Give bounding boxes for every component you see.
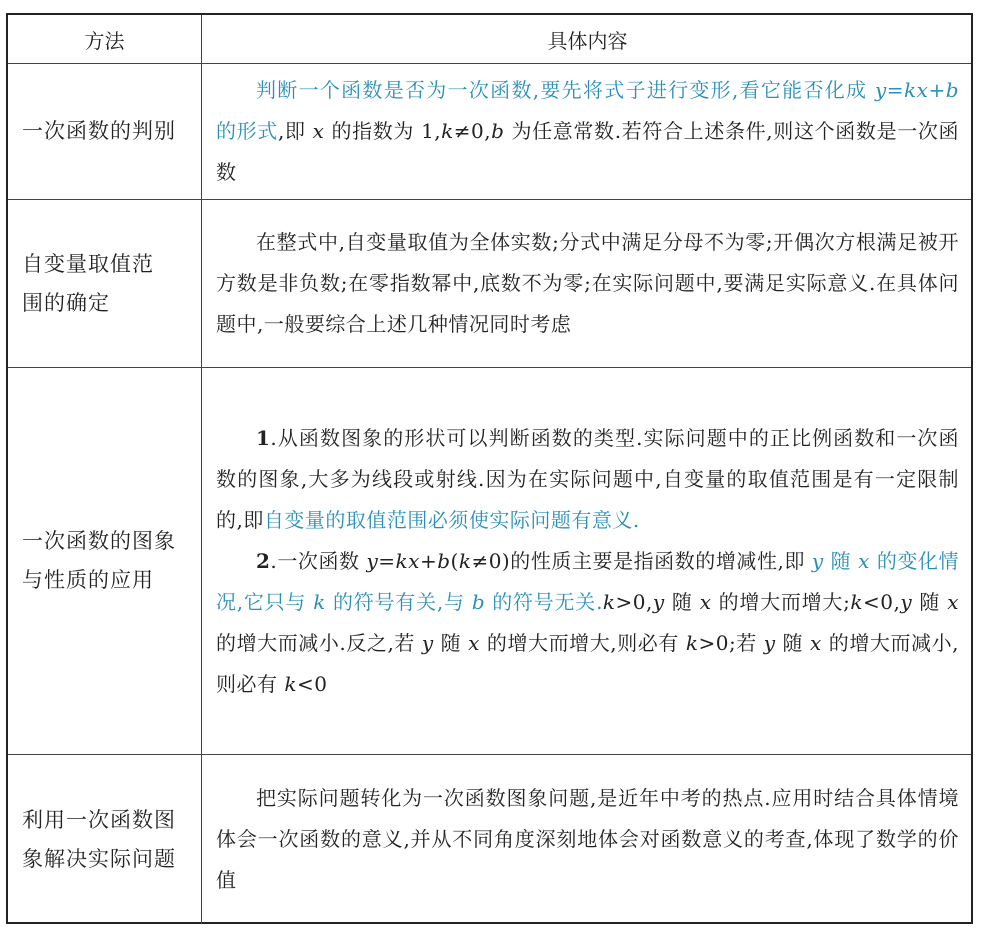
content-text: 的增大而减小.反之,若	[216, 630, 422, 655]
content-text: (	[450, 548, 459, 573]
content-text: .一次函数	[270, 548, 367, 573]
content-text: 随	[912, 589, 948, 614]
header-method-label: 方法	[84, 28, 125, 53]
highlighted-text: x	[858, 548, 870, 573]
method-label: 与性质的应用	[22, 568, 154, 592]
highlighted-text: y	[811, 548, 824, 573]
content-text: 的增大而增大;	[711, 589, 851, 614]
content-paragraph	[216, 541, 959, 705]
highlighted-text: 的变化情况,它只与	[216, 548, 959, 614]
highlighted-text: 的符号无关.	[485, 589, 603, 614]
method-cell	[8, 200, 202, 367]
table-row	[8, 64, 971, 200]
content-text: ≠0,	[453, 119, 492, 143]
header-method	[8, 15, 202, 63]
highlighted-text: k	[313, 589, 326, 614]
content-paragraph	[216, 222, 959, 345]
content-text: k	[284, 671, 297, 696]
method-label: 一次函数的图象	[22, 529, 176, 553]
content-text: x	[810, 630, 822, 655]
method-label: 利用一次函数图	[22, 807, 176, 832]
content-text: x	[312, 119, 325, 143]
content-cell	[202, 368, 971, 754]
content-text: ,即	[277, 119, 313, 143]
content-text: x	[468, 630, 480, 655]
method-label: 一次函数的判别	[22, 119, 176, 143]
content-text: k	[441, 119, 454, 143]
content-text: 的增大而减小,则必有	[216, 630, 960, 696]
method-label: 自变量取值范	[22, 251, 154, 276]
table-row	[8, 755, 971, 924]
highlighted-text: 的形式	[216, 119, 278, 143]
content-cell	[202, 755, 971, 924]
content-text: x	[947, 589, 959, 614]
highlighted-text: 判断一个函数是否为一次函数,要先将式子进行变形,看它能否化成	[256, 78, 875, 102]
content-text: y	[421, 630, 434, 655]
content-cell	[202, 200, 971, 367]
content-text: 随	[775, 630, 811, 655]
highlighted-text: 自变量的取值范围必须使实际问题有意义.	[263, 507, 640, 532]
table-row	[8, 368, 971, 755]
content-text: ≠0)的性质主要是指函数的增减性,即	[471, 548, 812, 573]
content-text: 随	[433, 630, 469, 655]
content-text: b	[491, 119, 505, 143]
content-text: y	[900, 589, 913, 614]
table-header-row	[8, 15, 971, 64]
content-cell	[202, 64, 971, 199]
content-text: 在整式中,自变量取值为全体实数;分式中满足分母不为零;开偶次方根满足被开方数是非负数;在零指数幂中,底数不为零;在实际问题中,要满足实际意义.在具体问题中,一般要综合上述几种情况同时考虑	[216, 230, 959, 336]
methods-table	[6, 13, 973, 924]
content-text: k	[685, 630, 699, 655]
method-label: 象解决实际问题	[22, 846, 176, 871]
content-text: 的增大而增大,则必有	[479, 630, 686, 655]
highlighted-text: 的符号有关,与	[325, 589, 472, 614]
content-paragraph	[216, 70, 959, 193]
content-text: k	[602, 589, 616, 614]
content-text: x	[699, 589, 712, 614]
content-text: 随	[664, 589, 700, 614]
content-paragraph	[216, 418, 959, 541]
method-cell	[8, 64, 202, 199]
method-label: 围的确定	[22, 290, 110, 315]
content-paragraph	[216, 778, 959, 901]
item-number: 2	[256, 548, 271, 573]
content-text: 为任意常数.若符合上述条件,则这个函数是一次函数	[216, 119, 960, 184]
content-text: y	[763, 630, 776, 655]
highlighted-text: b	[471, 589, 486, 614]
item-number: 1	[256, 425, 271, 450]
content-text: 的指数为 1,	[324, 119, 442, 143]
method-cell	[8, 368, 202, 754]
header-content-label: 具体内容	[547, 28, 628, 53]
content-text: k	[458, 548, 472, 573]
content-text: y	[652, 589, 665, 614]
content-text: >0,	[615, 589, 653, 614]
content-text: 把实际问题转化为一次函数图象问题,是近年中考的热点.应用时结合具体情境体会一次函数的意义,并从不同角度深刻地体会对函数意义的考查,体现了数学的价值	[216, 786, 959, 892]
content-text: <0	[296, 671, 328, 696]
highlighted-text: 随	[823, 548, 859, 573]
content-text: >0;若	[698, 630, 764, 655]
highlighted-text: y=kx+b	[874, 78, 959, 102]
table-row	[8, 200, 971, 368]
method-cell	[8, 755, 202, 924]
content-text: .从函数图象的形状可以判断函数的类型.实际问题中的正比例函数和一次函数的图象,大多为线段或射线.因为在实际问题中,自变量的取值范围是有一定限制的,即	[216, 425, 959, 532]
header-content	[202, 15, 971, 63]
content-text: <0,	[863, 589, 901, 614]
content-text: y=kx+b	[366, 548, 451, 573]
content-text: k	[850, 589, 864, 614]
